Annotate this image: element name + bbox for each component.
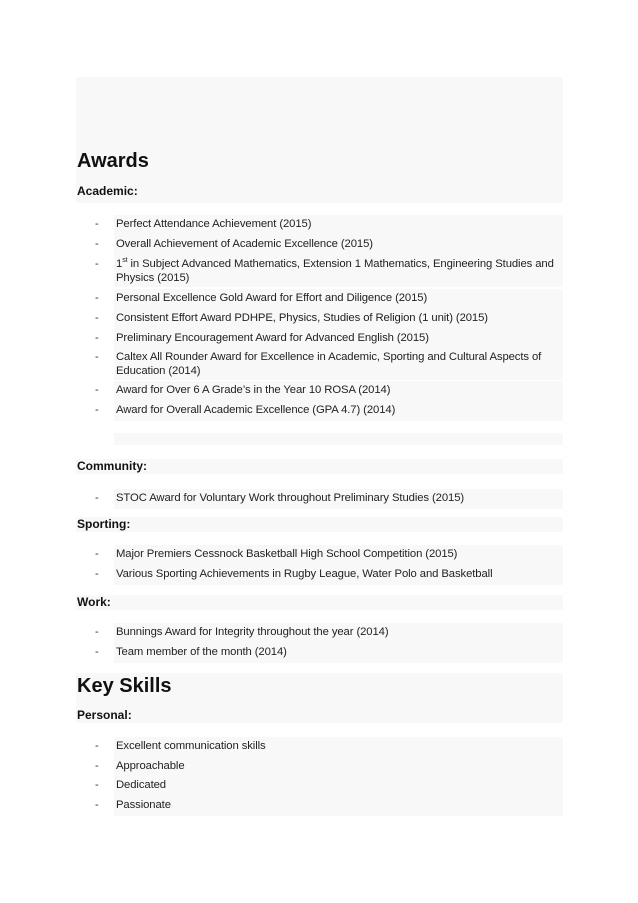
list-item-text: Preliminary Encouragement Award for Advanced English (2015) bbox=[116, 332, 429, 344]
list-item-text: Award for Overall Academic Excellence (GPA 4.7) (2014) bbox=[116, 404, 396, 416]
bullet-dash: - bbox=[95, 492, 99, 504]
list-item-text: Perfect Attendance Achievement (2015) bbox=[116, 218, 312, 230]
list-item-text: STOC Award for Voluntary Work throughout Preliminary Studies (2015) bbox=[116, 492, 465, 504]
list-item-rest: in Subject Advanced Mathematics, Extension 1 Mathematics, Engineering Studies and Physics (2015) bbox=[116, 258, 554, 284]
list-item bbox=[95, 643, 563, 663]
bullet-dash: - bbox=[95, 568, 99, 580]
bullet-dash: - bbox=[95, 218, 99, 230]
list-item bbox=[95, 255, 563, 287]
bullet-dash: - bbox=[95, 404, 99, 416]
list-item bbox=[95, 381, 563, 401]
community-band bbox=[76, 459, 563, 474]
list-item-text: Dedicated bbox=[116, 779, 166, 791]
academic-label: Academic: bbox=[77, 184, 138, 198]
list-item-text: Team member of the month (2014) bbox=[116, 646, 287, 658]
sporting-band bbox=[76, 517, 563, 532]
list-item bbox=[95, 796, 563, 816]
bullet-dash: - bbox=[95, 258, 99, 270]
list-item-text: Excellent communication skills bbox=[116, 740, 266, 752]
list-item bbox=[95, 737, 563, 757]
bullet-dash: - bbox=[95, 626, 99, 638]
bullet-dash: - bbox=[95, 351, 99, 363]
list-item-text: Caltex All Rounder Award for Excellence in Academic, Sporting and Cultural Aspects of Education (2014) bbox=[116, 351, 542, 377]
list-item bbox=[95, 545, 563, 565]
personal-label: Personal: bbox=[77, 708, 132, 722]
ordinal-number: 1 bbox=[116, 258, 123, 270]
bullet-dash: - bbox=[95, 740, 99, 752]
bullet-dash: - bbox=[95, 384, 99, 396]
key-skills-heading: Key Skills bbox=[77, 675, 172, 697]
list-item bbox=[95, 215, 563, 235]
list-item-text: Various Sporting Achievements in Rugby League, Water Polo and Basketball bbox=[116, 568, 493, 580]
sporting-label: Sporting: bbox=[77, 517, 131, 531]
list-item-text: Overall Achievement of Academic Excellence (2015) bbox=[116, 238, 373, 250]
list-item bbox=[95, 565, 563, 585]
list-item-text: Major Premiers Cessnock Basketball High School Competition (2015) bbox=[116, 548, 458, 560]
list-item-text: Approachable bbox=[116, 760, 185, 772]
awards-heading: Awards bbox=[77, 150, 149, 172]
bullet-dash: - bbox=[95, 312, 99, 324]
list-item bbox=[95, 401, 563, 421]
list-item bbox=[95, 623, 563, 643]
work-label: Work: bbox=[77, 595, 111, 609]
list-item-text: Personal Excellence Gold Award for Effort and Diligence (2015) bbox=[116, 292, 428, 304]
bullet-dash: - bbox=[95, 760, 99, 772]
bullet-dash: - bbox=[95, 799, 99, 811]
community-label: Community: bbox=[77, 459, 147, 473]
list-item-text: Consistent Effort Award PDHPE, Physics, Studies of Religion (1 unit) (2015) bbox=[116, 312, 488, 324]
awards-header-band bbox=[76, 77, 563, 203]
bullet-dash: - bbox=[95, 646, 99, 658]
list-item bbox=[95, 289, 563, 309]
list-item bbox=[95, 329, 563, 349]
list-item-text bbox=[114, 257, 563, 285]
list-item bbox=[95, 776, 563, 796]
ordinal-suffix: st bbox=[122, 257, 128, 265]
bullet-dash: - bbox=[95, 238, 99, 250]
bullet-dash: - bbox=[95, 332, 99, 344]
list-item-text: Bunnings Award for Integrity throughout the year (2014) bbox=[116, 626, 389, 638]
work-band bbox=[76, 595, 563, 610]
list-item bbox=[95, 757, 563, 777]
bullet-dash: - bbox=[95, 779, 99, 791]
list-item bbox=[95, 309, 563, 329]
list-item-text: Award for Over 6 A Grade’s in the Year 10 ROSA (2014) bbox=[116, 384, 391, 396]
bullet-dash: - bbox=[95, 292, 99, 304]
bullet-dash: - bbox=[95, 548, 99, 560]
list-item bbox=[95, 489, 563, 509]
list-item bbox=[95, 235, 563, 255]
spacer-band bbox=[114, 433, 563, 445]
list-item bbox=[95, 348, 563, 380]
list-item-text: Passionate bbox=[116, 799, 171, 811]
